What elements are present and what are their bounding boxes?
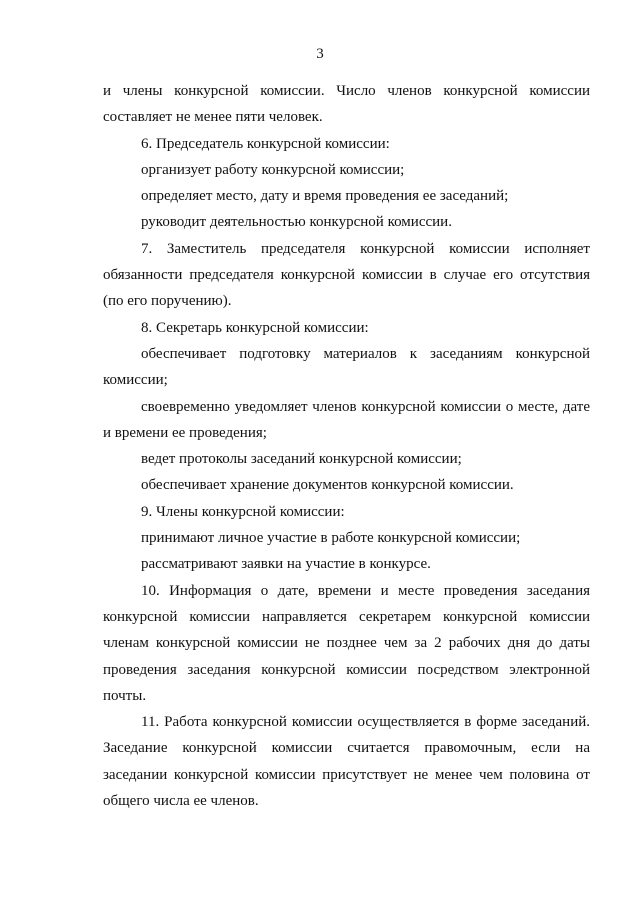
page-number: 3 <box>316 46 324 62</box>
paragraph-secretary-duty-2: своевременно уведомляет членов конкурсной комиссии о месте, дате и времени ее проведения; <box>103 398 590 441</box>
paragraph-continuation: и члены конкурсной комиссии. Число членов конкурсной комиссии составляет не менее пяти человек. <box>103 83 590 126</box>
paragraph-chair-duty-3: руководит деятельностью конкурсной комиссии. <box>141 214 452 231</box>
paragraph-chair-duty-1: организует работу конкурсной комиссии; <box>141 161 405 178</box>
paragraph-item-8-heading: 8. Секретарь конкурсной комиссии: <box>141 319 369 336</box>
paragraph-item-11: 11. Работа конкурсной комиссии осуществляется в форме заседаний. Заседание конкурсной комиссии считается правомочным, если на заседании конкурсной комиссии присутствует не менее чем половина от общего числа ее членов. <box>103 714 590 810</box>
paragraph-member-duty-2: рассматривают заявки на участие в конкурсе. <box>141 556 431 573</box>
paragraph-item-9-heading: 9. Члены конкурсной комиссии: <box>141 503 345 520</box>
paragraph-item-10: 10. Информация о дате, времени и месте проведения заседания конкурсной комиссии направляется секретарем конкурсной комиссии членам конкурсной комиссии не позднее чем за 2 рабочих дня до даты проведения заседания конкурсной комиссии посредством электронной почты. <box>103 582 590 704</box>
paragraph-chair-duty-2: определяет место, дату и время проведения ее заседаний; <box>141 188 509 205</box>
paragraph-secretary-duty-3: ведет протоколы заседаний конкурсной комиссии; <box>141 451 462 468</box>
paragraph-item-6-heading: 6. Председатель конкурсной комиссии: <box>141 135 390 152</box>
document-body <box>103 78 590 814</box>
paragraph-item-7: 7. Заместитель председателя конкурсной комиссии исполняет обязанности председателя конкурсной комиссии в случае его отсутствия (по его поручению). <box>103 240 590 310</box>
paragraph-secretary-duty-1: обеспечивает подготовку материалов к заседаниям конкурсной комиссии; <box>103 345 590 389</box>
paragraph-member-duty-1: принимают личное участие в работе конкурсной комиссии; <box>141 530 521 547</box>
paragraph-secretary-duty-4: обеспечивает хранение документов конкурсной комиссии. <box>141 477 514 494</box>
